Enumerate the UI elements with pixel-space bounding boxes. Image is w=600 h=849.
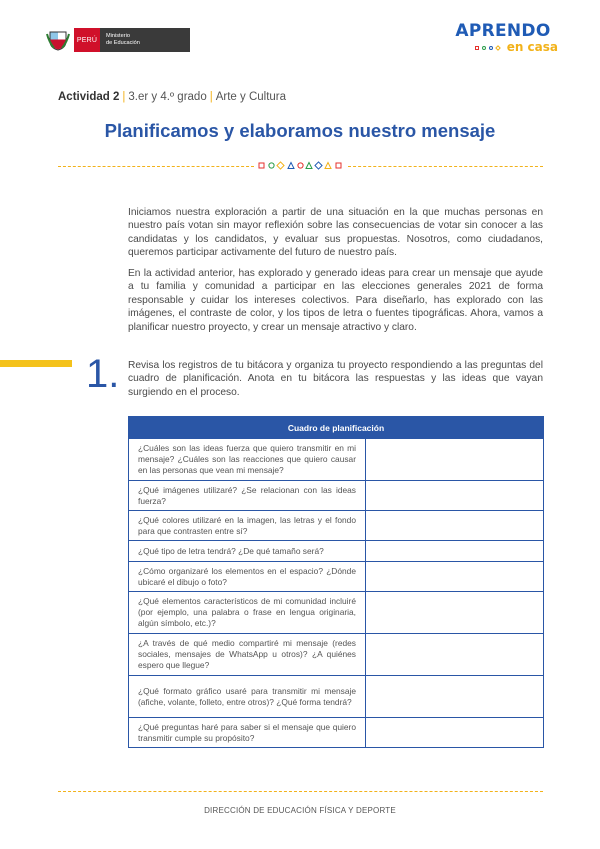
table-row: [129, 718, 544, 748]
separator: |: [209, 91, 213, 103]
question-cell: ¿Qué formato gráfico usaré para transmitir mi mensaje (afiche, volante, folleto, entre otros)? ¿Qué forma tendrá?: [129, 676, 366, 718]
aprendo-en-casa-logo: [448, 22, 558, 54]
table-row: [129, 562, 544, 592]
square-icon: [475, 46, 479, 50]
peru-coat-of-arms-icon: [46, 28, 70, 52]
question-cell: ¿Cuáles son las ideas fuerza que quiero transmitir en mi mensaje? ¿Cuáles son las reacciones que quiero causar en las personas que vean mi mensaje?: [129, 439, 366, 481]
planning-table: [128, 416, 544, 748]
ministry-logo: [74, 28, 190, 52]
table-row: [129, 592, 544, 634]
answer-cell: [366, 541, 544, 562]
question-cell: ¿Qué elementos característicos de mi comunidad incluiré (por ejemplo, una palabra o frase en lengua originaria, algún símbolo, etc.)?: [129, 592, 366, 634]
circle-icon: [489, 46, 493, 50]
question-cell: ¿Cómo organizaré los elementos en el espacio? ¿Dónde ubicaré el dibujo o foto?: [129, 562, 366, 592]
table-row: [129, 511, 544, 541]
table-header: Cuadro de planificación: [129, 417, 544, 439]
answer-cell: [366, 676, 544, 718]
question-cell: ¿Qué imágenes utilizaré? ¿Se relacionan con las ideas fuerza?: [129, 481, 366, 511]
question-cell: ¿Qué tipo de letra tendrá? ¿De qué tamaño será?: [129, 541, 366, 562]
answer-cell: [366, 592, 544, 634]
table-row: [129, 481, 544, 511]
logo-bottom-row: [448, 41, 558, 54]
gov-country-label: PERÚ: [74, 28, 100, 52]
logo-bottom-text: en casa: [506, 40, 558, 54]
activity-label: Actividad 2: [58, 91, 120, 103]
table-row: [129, 634, 544, 676]
footer-divider: [58, 791, 543, 792]
activity-area: Arte y Cultura: [215, 91, 287, 103]
table-row: [129, 541, 544, 562]
answer-cell: [366, 481, 544, 511]
intro-paragraph-2: En la actividad anterior, has explorado y generado ideas para crear un mensaje que ayude a tu familia y comunidad a participar en las elecciones generales 2021 de forma responsable y cuidar los intereses colectivos. Para diseñarlo, has explorado con las imágenes, el contraste de color, y los tipos de letra o fuentes tipográficas. Ahora, vamos a planificar nuestro proyecto, y crear un mensaje atractivo y claro.: [128, 268, 543, 333]
shapes-divider-icon: [258, 160, 344, 172]
gov-ministry-label: [100, 28, 190, 52]
title-divider: [58, 160, 543, 172]
answer-cell: [366, 511, 544, 541]
footer-text: DIRECCIÓN DE EDUCACIÓN FÍSICA Y DEPORTE: [204, 806, 396, 815]
page-title: Planificamos y elaboramos nuestro mensaje: [104, 120, 496, 141]
question-cell: ¿Qué preguntas haré para saber si el mensaje que quiero transmitir cumple su propósito?: [129, 718, 366, 748]
circle-icon: [482, 46, 486, 50]
answer-cell: [366, 439, 544, 481]
answer-cell: [366, 718, 544, 748]
step-accent-bar: [0, 360, 72, 367]
table-header-row: [129, 417, 544, 439]
logo-top-text: APRENDO: [455, 21, 551, 41]
table-row: [129, 676, 544, 718]
gov-ministry-line2: de Educación: [106, 40, 140, 46]
step-instructions: Revisa los registros de tu bitácora y organiza tu proyecto respondiendo a las preguntas del cuadro de planificación. Anota en tu bitácora las respuestas y las ideas que vayan surgiendo en el proceso.: [128, 360, 543, 398]
answer-cell: [366, 562, 544, 592]
activity-grade: 3.er y 4.º grado: [128, 91, 207, 103]
divider-line-right: [348, 166, 543, 167]
divider-line-left: [58, 166, 254, 167]
question-cell: ¿A través de qué medio compartiré mi mensaje (redes sociales, mensajes de WhatsApp u otros)? ¿A quiénes espero que llegue?: [129, 634, 366, 676]
table-row: [129, 439, 544, 481]
gov-ministry-line1: Ministerio: [106, 33, 130, 39]
answer-cell: [366, 634, 544, 676]
intro-paragraph-1: Iniciamos nuestra exploración a partir de una situación en la que muchas personas en nuestro país votan sin mayor reflexión sobre las consecuencias de votar sin conocer a las candidatas y los candidatos, y evaluar sus propuestas. Nosotros, como ciudadanos, queremos participar activamente del futuro de nuestro país.: [128, 207, 543, 259]
question-cell: ¿Qué colores utilizaré en la imagen, las letras y el fondo para que contrasten entre sí?: [129, 511, 366, 541]
step-number: 1.: [86, 352, 120, 396]
activity-line: [58, 91, 286, 103]
diamond-icon: [495, 45, 501, 51]
separator: |: [122, 91, 126, 103]
